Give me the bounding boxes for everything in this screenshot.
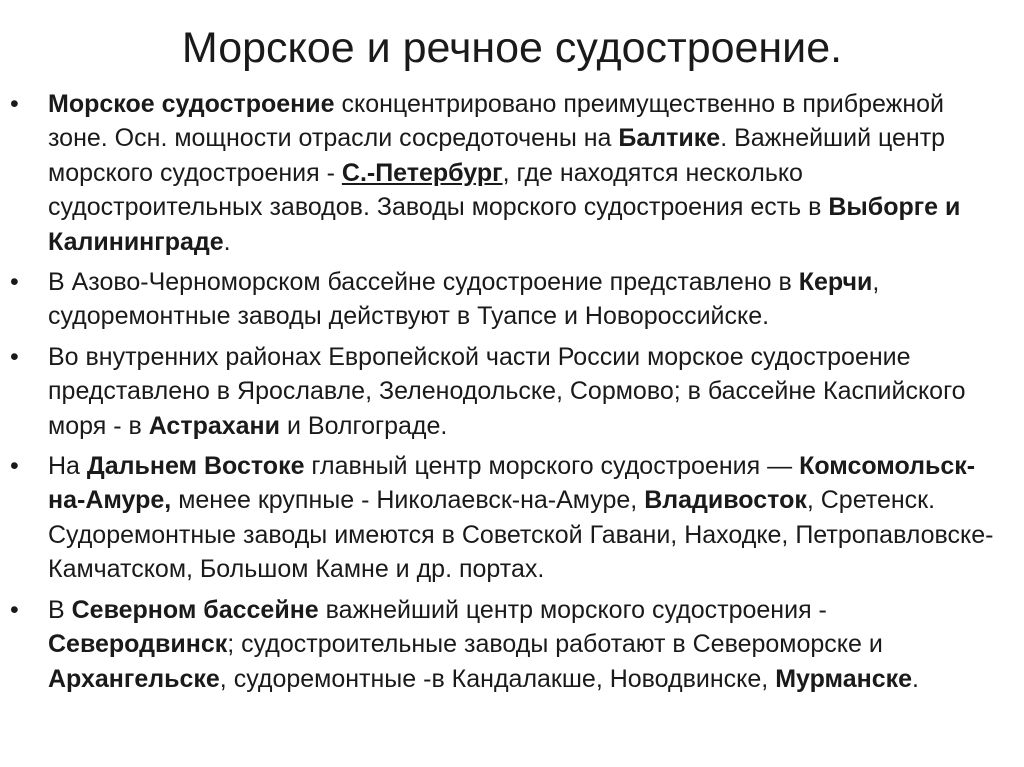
bold-term: Комсомольск-на-Амуре, <box>48 452 976 515</box>
bullet-text <box>48 90 960 256</box>
bold-underlined-term: С.-Петербург <box>341 158 503 187</box>
text-segment: Во внутренних районах Европейской части России морское судостроение представлено в Ярославле, Зеленодольске, Сормово; в бассейне Каспийского моря - в <box>48 342 966 440</box>
text-segment: сконцентрировано преимущественно в прибрежной зоне. Осн. мощности отрасли сосредоточены на <box>48 90 945 153</box>
text-segment: . <box>223 227 231 256</box>
bold-term: Мурманске <box>775 664 913 693</box>
text-segment: и Волгограде. <box>280 411 448 440</box>
bullet-text <box>48 596 919 693</box>
bold-term: Выборге и Калининграде <box>48 193 961 256</box>
text-segment: , где находятся несколько судостроительных заводов. Заводы морского судостроения есть в <box>48 158 829 222</box>
bullet-item <box>8 449 1008 587</box>
text-segment: . <box>912 664 919 693</box>
bullet-item <box>8 265 1008 334</box>
bullet-marker: • <box>10 452 19 481</box>
bold-term: Морское судостроение <box>48 90 335 118</box>
slide-title: Морское и речное судостроение. <box>181 24 843 72</box>
bold-term: Дальнем Востоке <box>86 452 305 481</box>
text-segment: , судоремонтные -в Кандалакше, Новодвинске, <box>219 664 776 693</box>
text-segment: В <box>48 595 72 624</box>
bullet-marker: • <box>10 268 19 297</box>
bold-term: Балтике <box>618 124 721 153</box>
text-segment: менее крупные - Николаевск-на-Амуре, <box>171 486 645 515</box>
bullet-list <box>8 87 1008 702</box>
bullet-text <box>48 268 879 330</box>
bold-term: Архангельске <box>48 664 220 693</box>
bold-term: Северодвинск <box>48 630 228 659</box>
bullet-item <box>8 340 1008 443</box>
bullet-marker: • <box>10 342 19 371</box>
bullet-marker: • <box>10 595 19 624</box>
text-segment: , судоремонтные заводы действуют в Туапсе и Новороссийске. <box>48 268 880 331</box>
bold-term: Керчи <box>798 268 873 297</box>
text-segment: В Азово-Черноморском бассейне судостроение представлено в <box>48 268 799 297</box>
text-segment: важнейший центр морского судостроения - <box>318 595 827 624</box>
bold-term: Северном бассейне <box>71 595 319 624</box>
text-segment: . Важнейший центр морского судостроения - <box>48 124 946 187</box>
text-segment: ; судостроительные заводы работают в Североморске и <box>227 630 883 659</box>
bullet-marker: • <box>10 90 19 118</box>
text-segment: , Сретенск. Судоремонтные заводы имеются в Советской Гавани, Находке, Петропавловске-Камчатском, Большом Камне и др. портах. <box>48 486 994 584</box>
bullet-text <box>48 452 994 583</box>
bold-term: Астрахани <box>148 411 281 440</box>
bullet-item <box>8 87 1008 259</box>
bullet-item <box>8 593 1008 696</box>
bold-term: Владивосток <box>644 486 807 515</box>
text-segment: На <box>48 452 87 481</box>
bullet-text <box>48 343 966 440</box>
text-segment: главный центр морского судостроения — <box>304 452 800 481</box>
